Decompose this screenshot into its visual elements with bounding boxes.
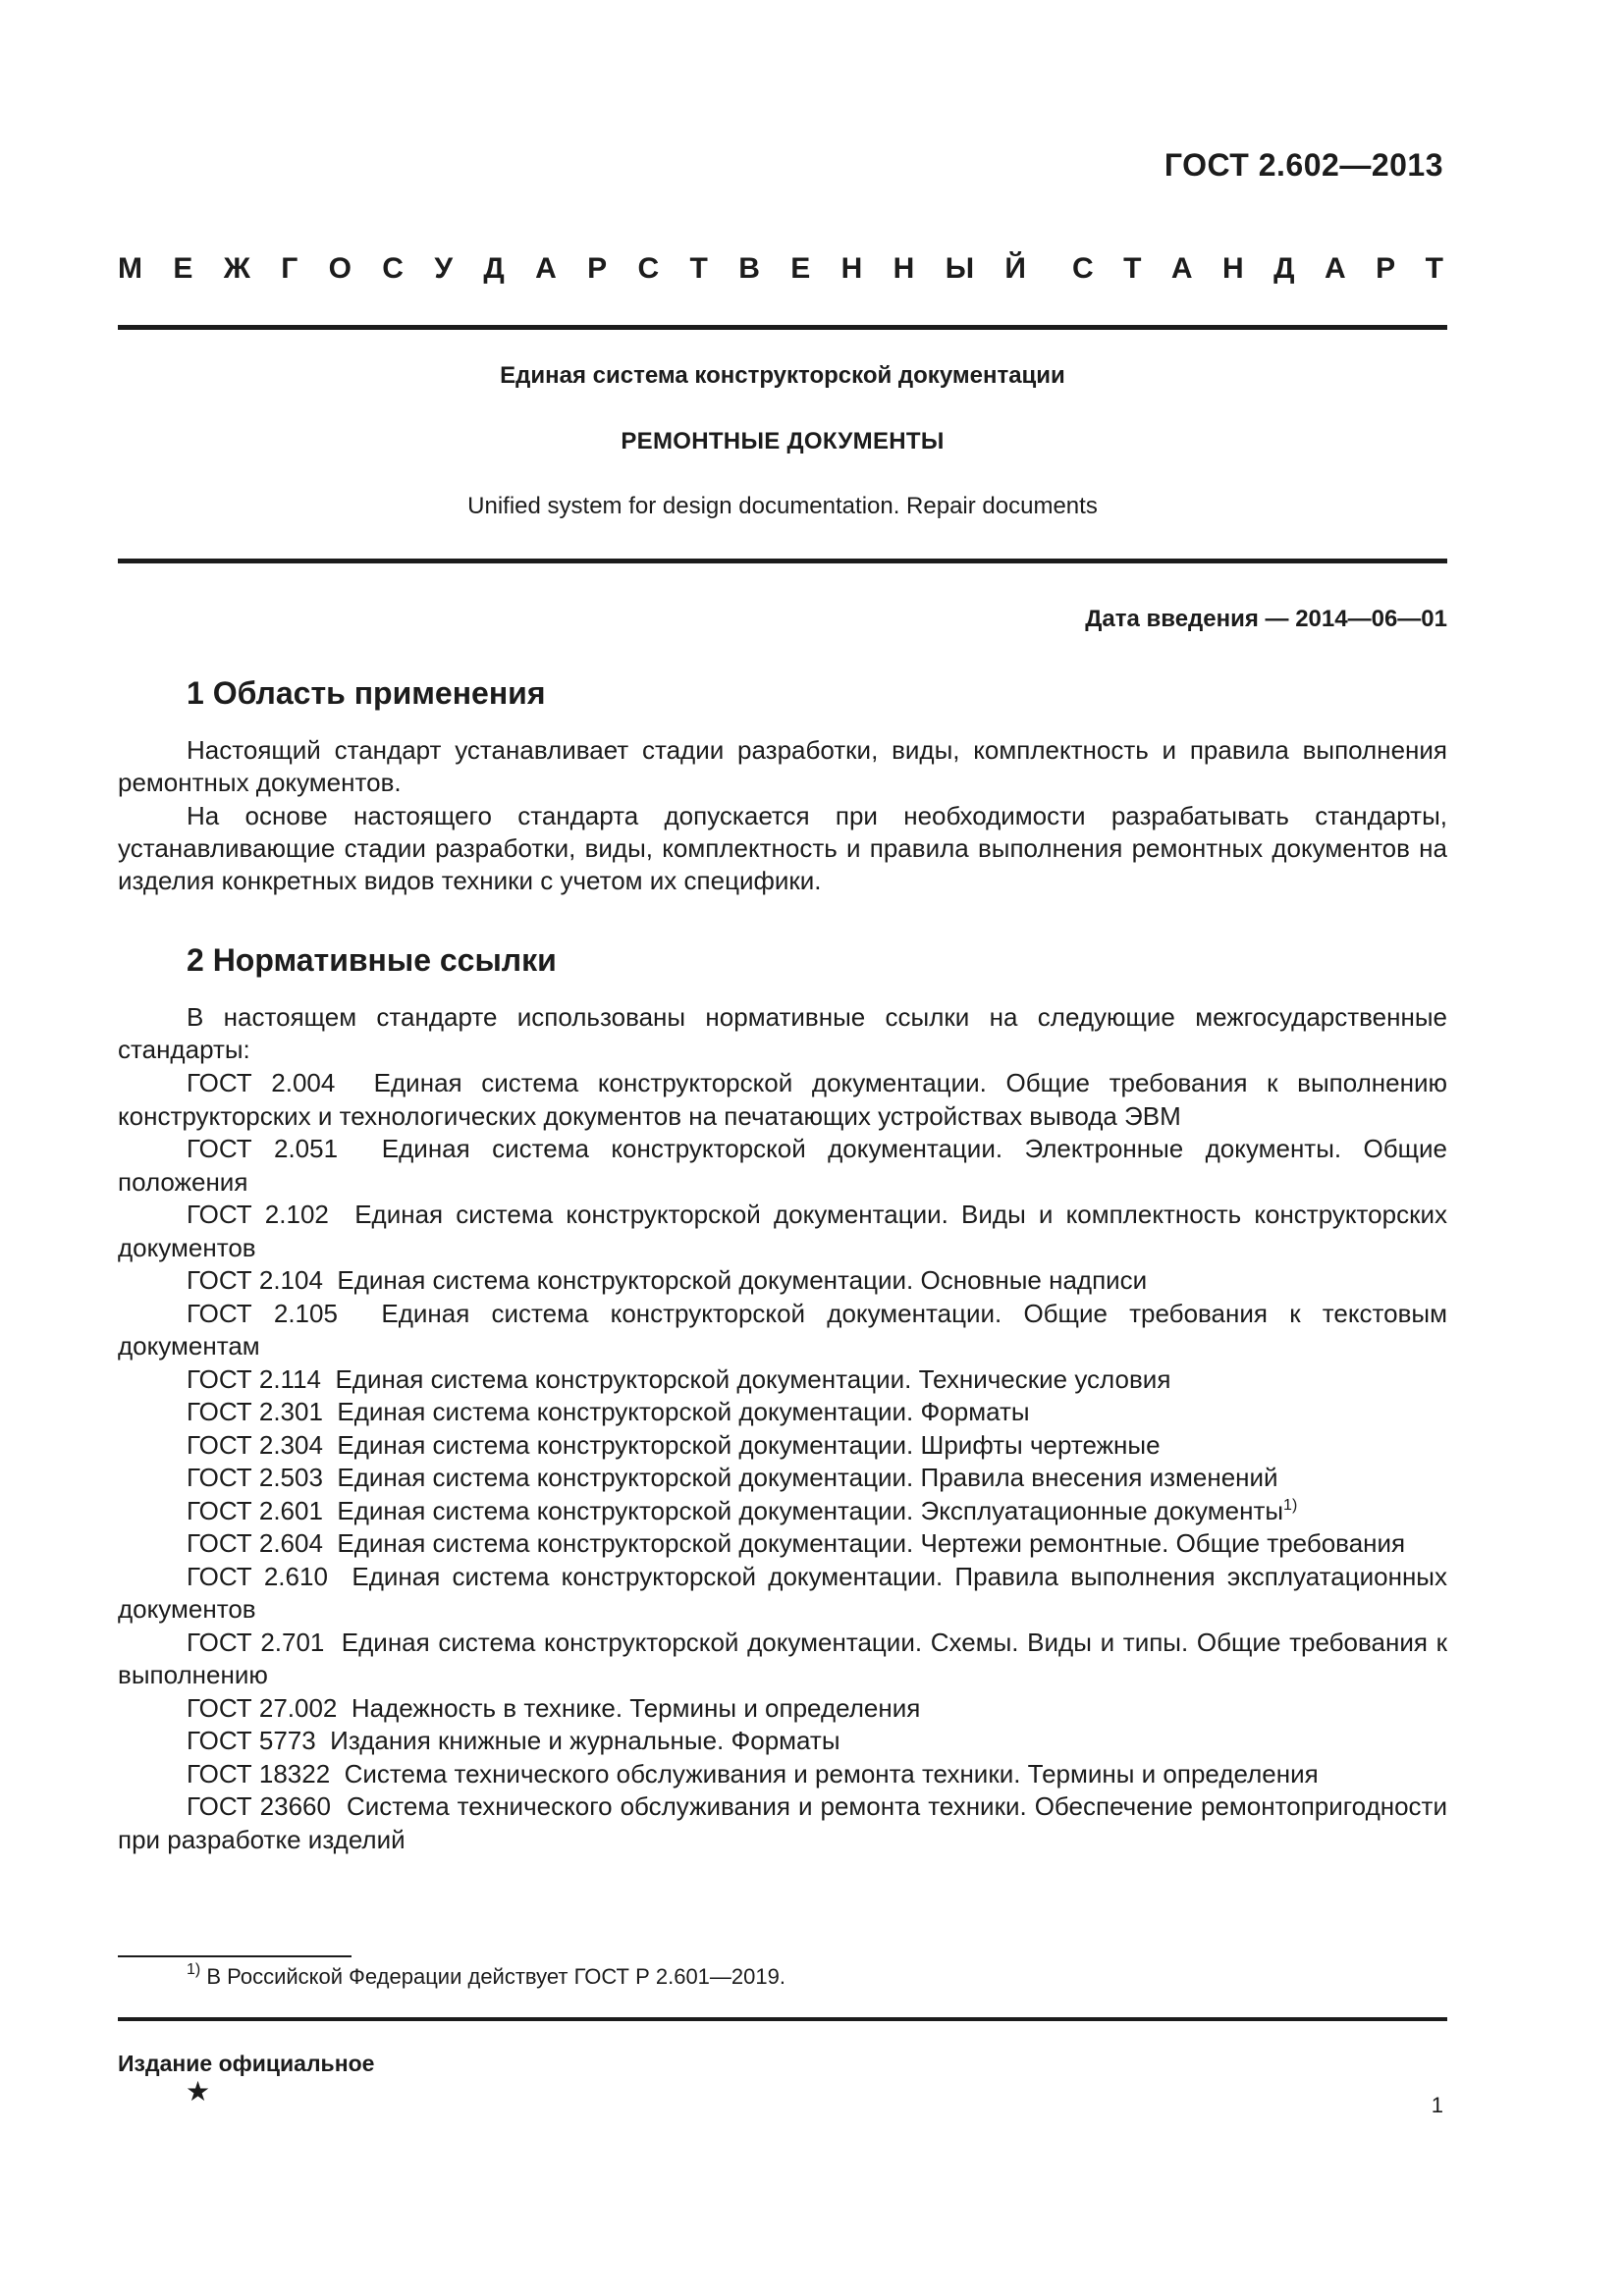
banner-letter: Е xyxy=(790,252,811,285)
banner-letter: Ж xyxy=(223,252,250,285)
top-divider xyxy=(118,325,1447,330)
reference-item xyxy=(118,1264,1447,1298)
standard-word xyxy=(1072,251,1443,287)
reference-title: Единая система конструкторской документации. Общие требования к текстовым документам xyxy=(118,1298,1447,1361)
title-divider xyxy=(118,559,1447,563)
reference-code: ГОСТ 27.002 xyxy=(187,1692,338,1723)
reference-title: Единая система конструкторской документации. Технические условия xyxy=(335,1363,1171,1394)
normative-references-list xyxy=(118,1067,1447,1856)
reference-item xyxy=(118,1298,1447,1363)
reference-title: Единая система конструкторской документации. Схемы. Виды и типы. Общие требования к выполнению xyxy=(118,1627,1447,1689)
reference-code: ГОСТ 2.604 xyxy=(187,1528,323,1558)
reference-item xyxy=(118,1692,1447,1726)
footer-divider xyxy=(118,2017,1447,2021)
series-title: Единая система конструкторской документации xyxy=(500,362,1065,389)
reference-code: ГОСТ 18322 xyxy=(187,1758,331,1789)
banner-letter: Ы xyxy=(945,252,975,285)
reference-title: Единая система конструкторской документации. Виды и комплектность конструкторских документов xyxy=(118,1200,1447,1262)
paragraph-text: Настоящий стандарт устанавливает стадии разработки, виды, комплектность и правила выполнения ремонтных документов. xyxy=(118,735,1447,797)
reference-code: ГОСТ 2.114 xyxy=(187,1363,321,1394)
footnote-marker: 1) xyxy=(187,1961,201,1978)
banner-letter: Н xyxy=(840,252,863,285)
reference-code: ГОСТ 2.610 xyxy=(187,1561,328,1591)
official-edition-label: Издание официальное xyxy=(118,2051,375,2076)
reference-code: ГОСТ 2.304 xyxy=(187,1429,323,1460)
reference-item xyxy=(118,1758,1447,1791)
banner-letter: Г xyxy=(281,252,298,285)
document-title: РЕМОНТНЫЕ ДОКУМЕНТЫ xyxy=(621,428,945,454)
reference-item xyxy=(118,1199,1447,1264)
paragraph-text: В настоящем стандарте использованы нормативные ссылки на следующие межгосударственные стандарты: xyxy=(118,1002,1447,1064)
reference-title: Система технического обслуживания и ремонта техники. Термины и определения xyxy=(344,1758,1319,1789)
reference-title: Единая система конструкторской документации. Электронные документы. Общие положения xyxy=(118,1134,1447,1197)
star-icon: ★ xyxy=(186,2076,211,2107)
reference-title: Единая система конструкторской документации. Правила выполнения эксплуатационных документов xyxy=(118,1561,1447,1624)
reference-code: ГОСТ 2.004 xyxy=(187,1068,336,1097)
banner-letter: Н xyxy=(893,252,915,285)
banner-letter: Н xyxy=(1222,252,1244,285)
reference-title: Издания книжные и журнальные. Форматы xyxy=(330,1726,840,1755)
reference-item xyxy=(118,1363,1447,1397)
reference-code: ГОСТ 2.503 xyxy=(187,1463,323,1492)
banner-letter: У xyxy=(434,252,453,285)
introduction-date: Дата введения — 2014—06—01 xyxy=(1085,606,1447,632)
section-1-paragraph xyxy=(118,734,1447,799)
banner-letter: Т xyxy=(689,252,708,285)
banner-letter: Т xyxy=(1425,252,1443,285)
banner-letter: В xyxy=(738,252,760,285)
reference-code: ГОСТ 23660 xyxy=(187,1791,331,1821)
reference-title: Единая система конструкторской документации. Шрифты чертежные xyxy=(337,1429,1161,1460)
banner-letter: С xyxy=(382,252,404,285)
reference-item xyxy=(118,1561,1447,1627)
reference-code: ГОСТ 2.301 xyxy=(187,1397,323,1426)
section-2-heading: 2 Нормативные ссылки xyxy=(187,942,557,978)
banner-letter: Р xyxy=(587,252,608,285)
footnote-text: В Российской Федерации действует ГОСТ Р 2.601—2019. xyxy=(206,1964,785,1989)
banner-letter: Р xyxy=(1376,252,1396,285)
reference-title: Единая система конструкторской документации. Форматы xyxy=(337,1397,1030,1426)
interstate-word xyxy=(118,251,1026,287)
reference-title: Единая система конструкторской документации. Общие требования к выполнению конструкторских и технологических документов на печатающих устройствах вывода ЭВМ xyxy=(118,1068,1447,1131)
reference-code: ГОСТ 2.105 xyxy=(187,1298,338,1328)
section-2-intro xyxy=(118,1001,1447,1066)
reference-title: Единая система конструкторской документации. Основные надписи xyxy=(337,1265,1148,1295)
reference-code: ГОСТ 2.102 xyxy=(187,1200,329,1229)
reference-item xyxy=(118,1627,1447,1692)
banner-letter: Й xyxy=(1004,252,1026,285)
section-1-paragraph xyxy=(118,800,1447,897)
reference-item xyxy=(118,1495,1447,1528)
reference-code: ГОСТ 5773 xyxy=(187,1726,316,1755)
reference-code: ГОСТ 2.104 xyxy=(187,1265,323,1295)
reference-item xyxy=(118,1790,1447,1856)
reference-title: Единая система конструкторской документации. Правила внесения изменений xyxy=(337,1463,1278,1492)
banner-letter: Е xyxy=(173,252,193,285)
banner-letter: А xyxy=(1324,252,1346,285)
reference-item xyxy=(118,1725,1447,1758)
banner-letter: О xyxy=(328,252,352,285)
banner-letter: Т xyxy=(1123,252,1142,285)
interstate-standard-banner xyxy=(118,251,1443,287)
reference-code: ГОСТ 2.601 xyxy=(187,1495,323,1525)
banner-letter: А xyxy=(535,252,557,285)
reference-title: Надежность в технике. Термины и определения xyxy=(351,1692,921,1723)
reference-item xyxy=(118,1067,1447,1133)
paragraph-text: На основе настоящего стандарта допускается при необходимости разрабатывать стандарты, устанавливающие стадии разработки, виды, комплектность и правила выполнения ремонтных документов на изделия конкретных видов техники с учетом их специфики. xyxy=(118,801,1447,895)
english-title: Unified system for design documentation. Repair documents xyxy=(467,493,1098,519)
reference-title: Единая система конструкторской документации. Эксплуатационные документы xyxy=(337,1495,1284,1525)
footnote xyxy=(187,1961,785,1990)
reference-title: Единая система конструкторской документации. Чертежи ремонтные. Общие требования xyxy=(337,1528,1406,1558)
footnote-divider xyxy=(118,1955,352,1957)
reference-item xyxy=(118,1527,1447,1561)
footnote-reference[interactable]: 1) xyxy=(1283,1496,1298,1514)
page-number: 1 xyxy=(1431,2093,1443,2117)
reference-item xyxy=(118,1133,1447,1199)
reference-item xyxy=(118,1462,1447,1495)
banner-letter: С xyxy=(637,252,660,285)
reference-title: Система технического обслуживания и ремонта техники. Обеспечение ремонтопригодности при разработке изделий xyxy=(118,1791,1447,1854)
gost-number: ГОСТ 2.602—2013 xyxy=(1164,147,1443,183)
section-1-heading: 1 Область применения xyxy=(187,675,546,711)
reference-item xyxy=(118,1429,1447,1463)
banner-letter: Д xyxy=(1273,252,1295,285)
reference-code: ГОСТ 2.051 xyxy=(187,1134,339,1163)
banner-letter: С xyxy=(1072,252,1094,285)
banner-letter: Д xyxy=(483,252,505,285)
reference-item xyxy=(118,1396,1447,1429)
reference-code: ГОСТ 2.701 xyxy=(187,1627,325,1657)
banner-letter: А xyxy=(1170,252,1193,285)
banner-letter: М xyxy=(118,252,142,285)
